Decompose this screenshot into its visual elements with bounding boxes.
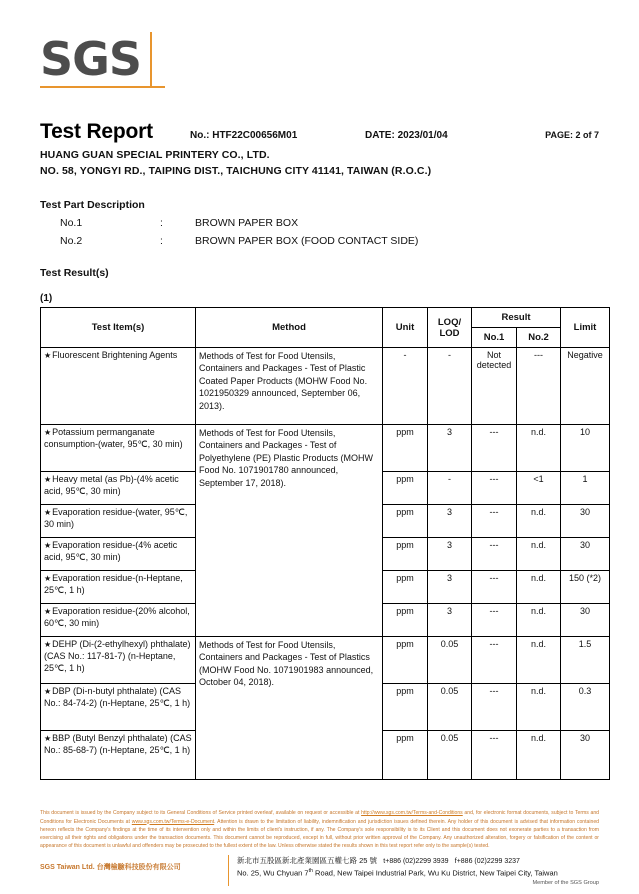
star-icon: ★: [44, 640, 52, 649]
page-title: Test Report: [40, 120, 153, 143]
cell-result-no2: n.d.: [517, 505, 561, 538]
cell-result-no2: n.d.: [517, 684, 561, 731]
cell-result-no1: ---: [472, 604, 517, 637]
star-icon: ★: [44, 351, 52, 360]
cell-limit: 1.5: [561, 637, 610, 684]
cell-result-no1: ---: [472, 538, 517, 571]
cell-test-item: [41, 538, 196, 571]
telephone: t+886 (02)2299 3939: [383, 857, 449, 865]
cell-unit: ppm: [383, 571, 428, 604]
logo-vertical-accent: [150, 32, 152, 88]
disclaimer-text-part3: . Attention is drawn to the limitation of liability, indemnification and jurisdiction issues defined therein. Any holder of this document is advised that information contained hereon reflects the Company's findings at the time of its intervention only and within the limits of client's instruction, if any. The Company's sole responsibility is to its Client and this document does not exonerate parties to a transaction from exercising all their rights and obligations under the transaction documents. This document cannot be reproduced, except in full, without prior written approval of the Company. Any unauthorized alteration, forgery or falsification of the content or appearance of this document is unlawful and offenders may be prosecuted to the fullest extent of the law. Unless otherwise stated the results shown in this test report refer only to the sample(s) tested.: [40, 818, 600, 850]
cell-result-no2: n.d.: [517, 637, 561, 684]
disclaimer-text-part1: This document is issued by the Company subject to its General Conditions of Service printed overleaf, available on request or accessible at: [40, 810, 362, 817]
cell-unit: -: [383, 348, 428, 425]
cell-loq-lod: 0.05: [428, 637, 472, 684]
cell-test-item: [41, 571, 196, 604]
cell-unit: ppm: [383, 731, 428, 780]
address-english: [237, 868, 599, 878]
address-ordinal-suffix: th: [308, 867, 313, 874]
loq-lod-line2: LOD: [439, 327, 460, 339]
col-header-method: Method: [196, 308, 383, 348]
report-header: [40, 120, 599, 144]
electronic-documents-link[interactable]: www.sgs.com.tw/Terms-e-Document: [131, 818, 215, 825]
cell-method: Methods of Test for Food Utensils, Containers and Packages - Test of Polyethylene (PE) Plastic Products (MOHW Food No. 1071901780 announced, September 17, 2018).: [196, 425, 383, 637]
cell-unit: ppm: [383, 472, 428, 505]
cell-unit: ppm: [383, 684, 428, 731]
cell-result-no2: n.d.: [517, 731, 561, 780]
test-part-label: No.1: [60, 217, 83, 229]
test-results-table: [40, 307, 610, 780]
test-part-row: [40, 235, 599, 247]
cell-loq-lod: 3: [428, 604, 472, 637]
star-icon: ★: [44, 428, 52, 437]
report-date: DATE: 2023/01/04: [365, 130, 448, 141]
test-item-label: Evaporation residue-(n-Heptane, 25℃, 1 h): [44, 573, 183, 595]
table-row: [41, 425, 610, 472]
footer-address-block: [40, 855, 599, 887]
star-icon: ★: [44, 508, 52, 517]
cell-result-no1: ---: [472, 571, 517, 604]
cell-result-no1: ---: [472, 472, 517, 505]
fax: f+886 (02)2299 3237: [454, 857, 520, 865]
test-item-label: DEHP (Di-(2-ethylhexyl) phthalate) (CAS No.: 117-81-7) (n-Heptane, 25℃, 1 h): [44, 639, 191, 673]
col-header-test-item: Test Item(s): [41, 308, 196, 348]
cell-result-no1: ---: [472, 731, 517, 780]
report-number: No.: HTF22C00656M01: [190, 130, 298, 141]
test-part-value: BROWN PAPER BOX (FOOD CONTACT SIDE): [195, 235, 419, 247]
col-header-result-no1: No.1: [472, 328, 517, 348]
page-number: PAGE: 2 of 7: [545, 130, 599, 140]
sgs-taiwan-entity: SGS Taiwan Ltd. 台灣檢驗科技股份有限公司: [40, 863, 181, 871]
cell-limit: 0.3: [561, 684, 610, 731]
cell-result-no1: ---: [472, 505, 517, 538]
table-header-row: [41, 308, 610, 328]
test-item-label: BBP (Butyl Benzyl phthalate) (CAS No.: 85-68-7) (n-Heptane, 25℃, 1 h): [44, 733, 192, 755]
star-icon: ★: [44, 734, 52, 743]
cell-limit: 30: [561, 731, 610, 780]
col-header-limit: Limit: [561, 308, 610, 348]
cell-result-no1: ---: [472, 425, 517, 472]
cell-result-no2: ---: [517, 348, 561, 425]
cell-loq-lod: 3: [428, 425, 472, 472]
col-header-result: Result: [472, 308, 561, 328]
footer-contact-block: [237, 855, 599, 887]
star-icon: ★: [44, 475, 52, 484]
logo-horizontal-accent: [40, 86, 165, 88]
address-english-part1: No. 25, Wu Chyuan 7: [237, 868, 309, 877]
cell-unit: ppm: [383, 538, 428, 571]
star-icon: ★: [44, 574, 52, 583]
cell-loq-lod: 3: [428, 505, 472, 538]
cell-method: Methods of Test for Food Utensils, Containers and Packages - Test of Plastic Coated Paper Products (MOHW Food No. 1021950329 announced, September 06, 2013).: [196, 348, 383, 425]
cell-test-item: [41, 425, 196, 472]
cell-loq-lod: 3: [428, 571, 472, 604]
cell-limit: 10: [561, 425, 610, 472]
star-icon: ★: [44, 687, 52, 696]
sgs-logo-text: SGS: [40, 32, 142, 86]
test-item-label: Evaporation residue-(4% acetic acid, 95℃, 30 min): [44, 540, 178, 562]
cell-loq-lod: 0.05: [428, 731, 472, 780]
cell-test-item: [41, 472, 196, 505]
test-item-label: DBP (Di-n-butyl phthalate) (CAS No.: 84-74-2) (n-Heptane, 25℃, 1 h): [44, 686, 191, 708]
cell-limit: Negative: [561, 348, 610, 425]
test-part-row: [40, 217, 599, 229]
cell-unit: ppm: [383, 604, 428, 637]
cell-limit: 1: [561, 472, 610, 505]
cell-limit: 30: [561, 505, 610, 538]
cell-unit: ppm: [383, 505, 428, 538]
cell-limit: 150 (*2): [561, 571, 610, 604]
cell-result-no2: n.d.: [517, 571, 561, 604]
cell-result-no1: Not detected: [472, 348, 517, 425]
test-item-label: Heavy metal (as Pb)-(4% acetic acid, 95℃, 30 min): [44, 474, 179, 496]
test-item-label: Potassium permanganate consumption-(water, 95℃, 30 min): [44, 427, 183, 449]
terms-and-conditions-link[interactable]: http://www.sgs.com.tw/Terms-and-Conditions: [361, 810, 463, 817]
col-header-unit: Unit: [383, 308, 428, 348]
cell-loq-lod: -: [428, 348, 472, 425]
cell-test-item: [41, 604, 196, 637]
star-icon: ★: [44, 607, 52, 616]
cell-loq-lod: 0.05: [428, 684, 472, 731]
sgs-logo: [40, 0, 599, 98]
test-part-colon: :: [160, 235, 163, 247]
disclaimer-text-part2: and, for electronic format documents, subject to Terms and Conditions for Electronic Documents at: [40, 810, 599, 825]
cell-result-no2: <1: [517, 472, 561, 505]
footer-divider: [228, 855, 229, 887]
member-of-sgs-group: Member of the SGS Group: [532, 880, 599, 886]
client-address: NO. 58, YONGYI RD., TAIPING DIST., TAICHUNG CITY 41141, TAIWAN (R.O.C.): [40, 165, 432, 177]
test-results-title: Test Result(s): [40, 267, 109, 279]
test-part-value: BROWN PAPER BOX: [195, 217, 299, 229]
cell-loq-lod: -: [428, 472, 472, 505]
col-header-loq-lod: [428, 308, 472, 348]
cell-unit: ppm: [383, 637, 428, 684]
footer-entity-block: [40, 855, 228, 872]
cell-test-item: [41, 684, 196, 731]
test-item-label: Fluorescent Brightening Agents: [52, 350, 178, 360]
test-results-group-label: (1): [40, 293, 53, 304]
table-row: [41, 637, 610, 684]
cell-test-item: [41, 348, 196, 425]
test-item-label: Evaporation residue-(20% alcohol, 60℃, 30 min): [44, 606, 190, 628]
address-english-part2: Road, New Taipei Industrial Park, Wu Ku District, New Taipei City, Taiwan: [312, 868, 558, 877]
cell-test-item: [41, 731, 196, 780]
cell-loq-lod: 3: [428, 538, 472, 571]
test-part-colon: :: [160, 217, 163, 229]
cell-limit: 30: [561, 538, 610, 571]
test-item-label: Evaporation residue-(water, 95℃, 30 min): [44, 507, 188, 529]
loq-lod-line1: LOQ/: [437, 316, 462, 328]
cell-limit: 30: [561, 604, 610, 637]
legal-disclaimer: [40, 809, 599, 850]
address-chinese-text: 新北市五股區新北產業園區五權七路 25 號: [237, 855, 378, 865]
test-part-label: No.2: [60, 235, 83, 247]
page-footer: [40, 809, 599, 886]
cell-result-no1: ---: [472, 684, 517, 731]
address-chinese: [237, 855, 599, 866]
star-icon: ★: [44, 541, 52, 550]
cell-result-no2: n.d.: [517, 538, 561, 571]
cell-unit: ppm: [383, 425, 428, 472]
cell-method: Methods of Test for Food Utensils, Containers and Packages - Test of Plastics (MOHW Food No. 1071901983 announced, October 04, 2018).: [196, 637, 383, 780]
cell-test-item: [41, 505, 196, 538]
table-row: [41, 348, 610, 425]
client-company-name: HUANG GUAN SPECIAL PRINTERY CO., LTD.: [40, 149, 270, 161]
cell-test-item: [41, 637, 196, 684]
cell-result-no2: n.d.: [517, 425, 561, 472]
test-part-description-title: Test Part Description: [40, 199, 145, 211]
col-header-result-no2: No.2: [517, 328, 561, 348]
cell-result-no2: n.d.: [517, 604, 561, 637]
cell-result-no1: ---: [472, 637, 517, 684]
